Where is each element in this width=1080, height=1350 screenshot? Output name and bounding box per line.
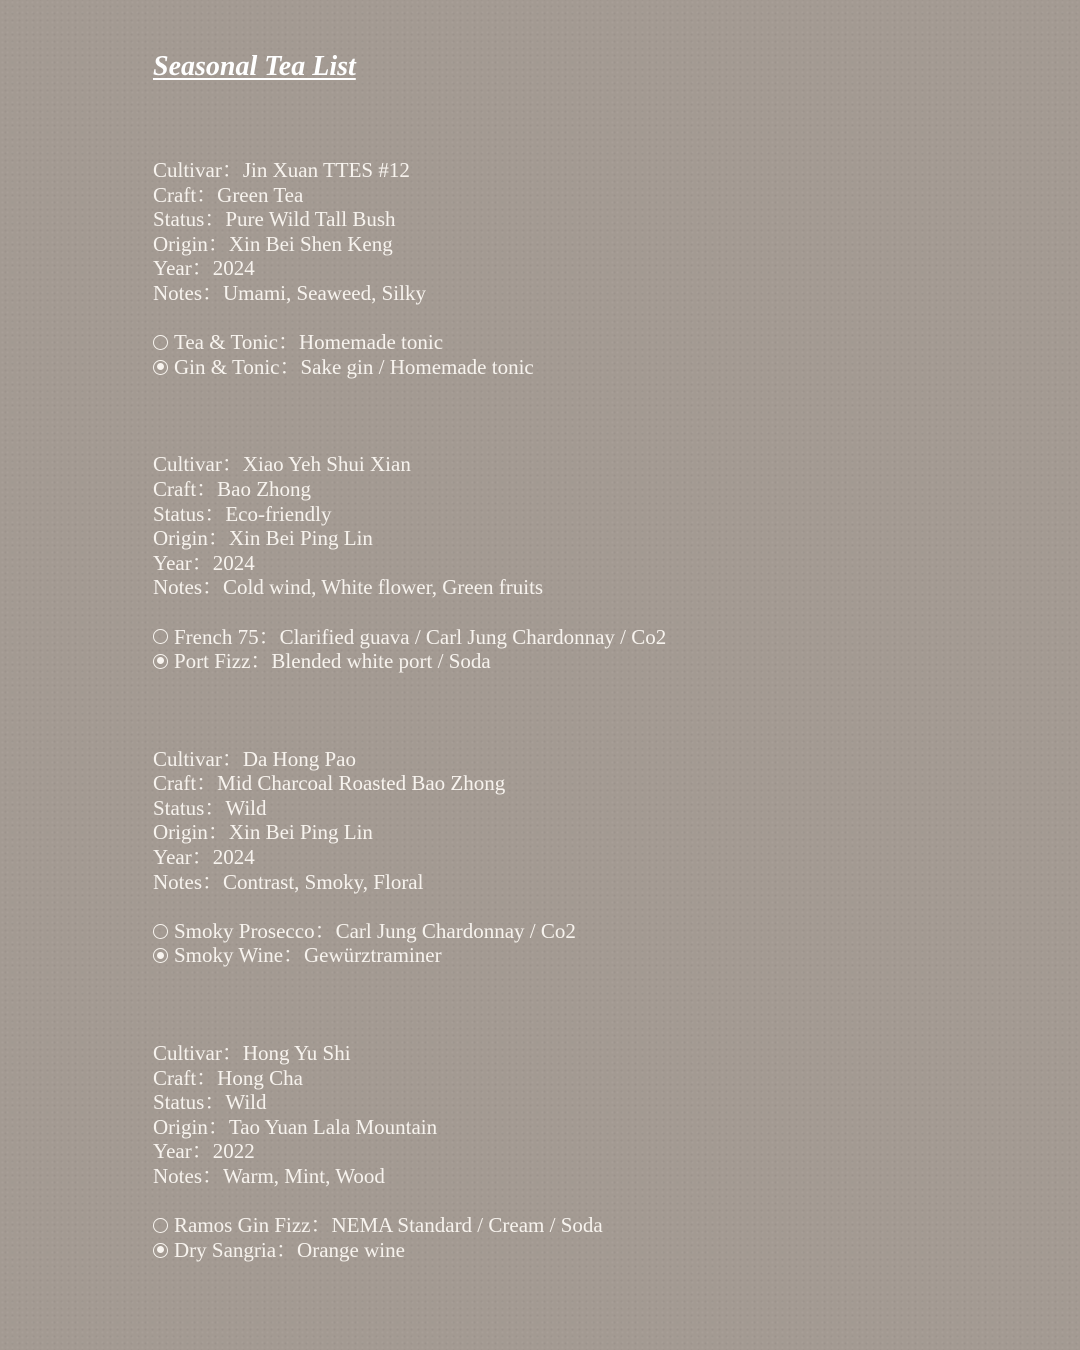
pairing-options bbox=[153, 1213, 1033, 1262]
pairing-label: Ramos Gin Fizz：NEMA Standard / Cream / Soda bbox=[174, 1213, 603, 1238]
radio-selected-icon[interactable] bbox=[153, 1243, 168, 1258]
radio-unselected-icon[interactable] bbox=[153, 629, 168, 644]
tea-entry bbox=[153, 1041, 1033, 1262]
year-line: Year：2022 bbox=[153, 1139, 255, 1164]
cultivar-line: Cultivar：Xiao Yeh Shui Xian bbox=[153, 452, 411, 477]
cultivar-line: Cultivar：Hong Yu Shi bbox=[153, 1041, 351, 1066]
pairing-option[interactable] bbox=[153, 649, 1033, 674]
origin-line: Origin：Xin Bei Shen Keng bbox=[153, 231, 393, 256]
origin-line: Origin：Xin Bei Ping Lin bbox=[153, 820, 373, 845]
status-line: Status：Wild bbox=[153, 795, 267, 820]
origin-line: Origin：Tao Yuan Lala Mountain bbox=[153, 1114, 438, 1139]
radio-selected-icon[interactable] bbox=[153, 654, 168, 669]
pairing-options bbox=[153, 330, 1033, 379]
pairing-label: Dry Sangria：Orange wine bbox=[174, 1237, 405, 1262]
notes-line: Notes：Cold wind, White flower, Green fruits bbox=[153, 575, 544, 600]
pairing-option[interactable] bbox=[153, 625, 1033, 650]
page-title: Seasonal Tea List bbox=[153, 51, 356, 82]
cultivar-line: Cultivar：Da Hong Pao bbox=[153, 746, 356, 771]
radio-unselected-icon[interactable] bbox=[153, 924, 168, 939]
craft-line: Craft：Mid Charcoal Roasted Bao Zhong bbox=[153, 771, 506, 796]
year-line: Year：2024 bbox=[153, 550, 255, 575]
craft-line: Craft：Green Tea bbox=[153, 182, 304, 207]
year-line: Year：2024 bbox=[153, 845, 255, 870]
pairing-option[interactable] bbox=[153, 943, 1033, 968]
cultivar-line: Cultivar：Jin Xuan TTES #12 bbox=[153, 158, 410, 182]
origin-line: Origin：Xin Bei Ping Lin bbox=[153, 526, 373, 551]
tea-entry bbox=[153, 158, 1033, 379]
pairing-label: Smoky Wine：Gewürztraminer bbox=[174, 943, 442, 968]
pairing-label: Gin & Tonic：Sake gin / Homemade tonic bbox=[174, 354, 534, 379]
radio-unselected-icon[interactable] bbox=[153, 1218, 168, 1233]
pairing-label: Smoky Prosecco：Carl Jung Chardonnay / Co2 bbox=[174, 918, 576, 943]
tea-menu-page bbox=[153, 50, 1033, 1335]
pairing-option[interactable] bbox=[153, 1213, 1033, 1238]
status-line: Status：Wild bbox=[153, 1090, 267, 1115]
pairing-option[interactable] bbox=[153, 355, 1033, 380]
notes-line: Notes：Contrast, Smoky, Floral bbox=[153, 869, 424, 894]
radio-selected-icon[interactable] bbox=[153, 948, 168, 963]
pairing-options bbox=[153, 625, 1033, 674]
pairing-label: Port Fizz：Blended white port / Soda bbox=[174, 649, 491, 674]
tea-entry bbox=[153, 452, 1033, 673]
craft-line: Craft：Hong Cha bbox=[153, 1065, 303, 1090]
pairing-option[interactable] bbox=[153, 330, 1033, 355]
pairing-option[interactable] bbox=[153, 1238, 1033, 1263]
radio-selected-icon[interactable] bbox=[153, 360, 168, 375]
notes-line: Notes：Umami, Seaweed, Silky bbox=[153, 280, 426, 305]
tea-entry bbox=[153, 747, 1033, 968]
tea-list bbox=[153, 158, 1033, 1262]
craft-line: Craft：Bao Zhong bbox=[153, 476, 312, 501]
notes-line: Notes：Warm, Mint, Wood bbox=[153, 1164, 385, 1188]
pairing-label: Tea & Tonic：Homemade tonic bbox=[174, 330, 444, 355]
pairing-option[interactable] bbox=[153, 919, 1033, 944]
pairing-label: French 75：Clarified guava / Carl Jung Chardonnay / Co2 bbox=[174, 624, 667, 649]
radio-unselected-icon[interactable] bbox=[153, 335, 168, 350]
pairing-options bbox=[153, 919, 1033, 968]
status-line: Status：Eco-friendly bbox=[153, 501, 332, 526]
year-line: Year：2024 bbox=[153, 256, 255, 281]
status-line: Status：Pure Wild Tall Bush bbox=[153, 207, 396, 232]
